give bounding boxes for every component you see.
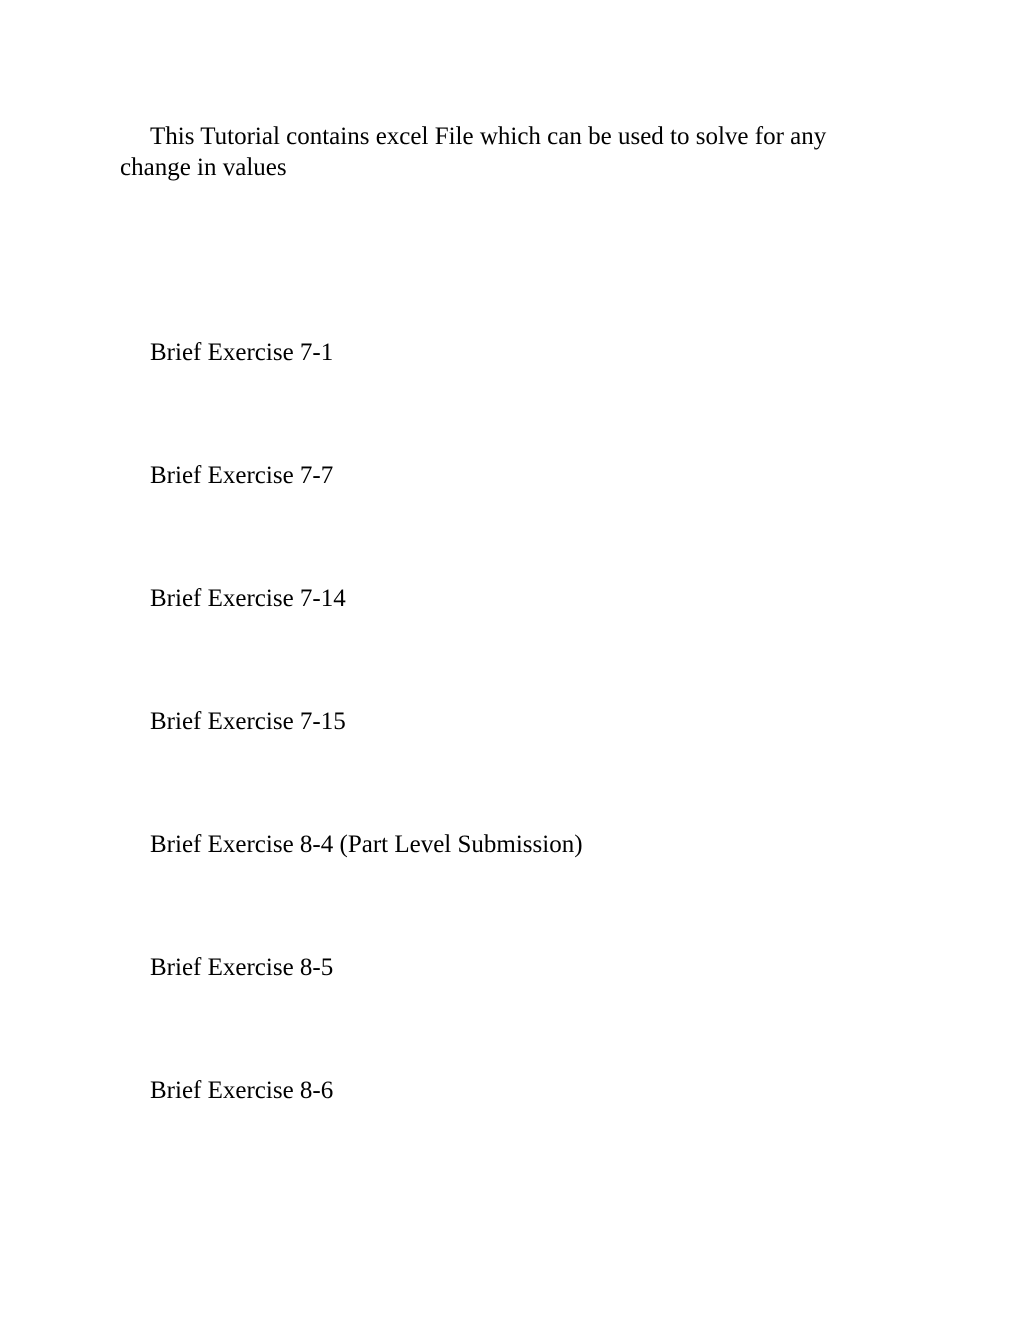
- exercise-item: Brief Exercise 8-5: [150, 954, 334, 981]
- intro-paragraph: This Tutorial contains excel File which can be used to solve for any change in values: [120, 123, 827, 181]
- exercise-item: Brief Exercise 8-4 (Part Level Submission): [150, 831, 583, 858]
- exercise-item: Brief Exercise 7-7: [150, 462, 334, 489]
- exercise-item: Brief Exercise 8-6: [150, 1077, 334, 1104]
- exercise-item: Brief Exercise 7-1: [150, 339, 334, 366]
- exercise-item: Brief Exercise 7-14: [150, 585, 346, 612]
- exercise-item: Brief Exercise 7-15: [150, 708, 346, 735]
